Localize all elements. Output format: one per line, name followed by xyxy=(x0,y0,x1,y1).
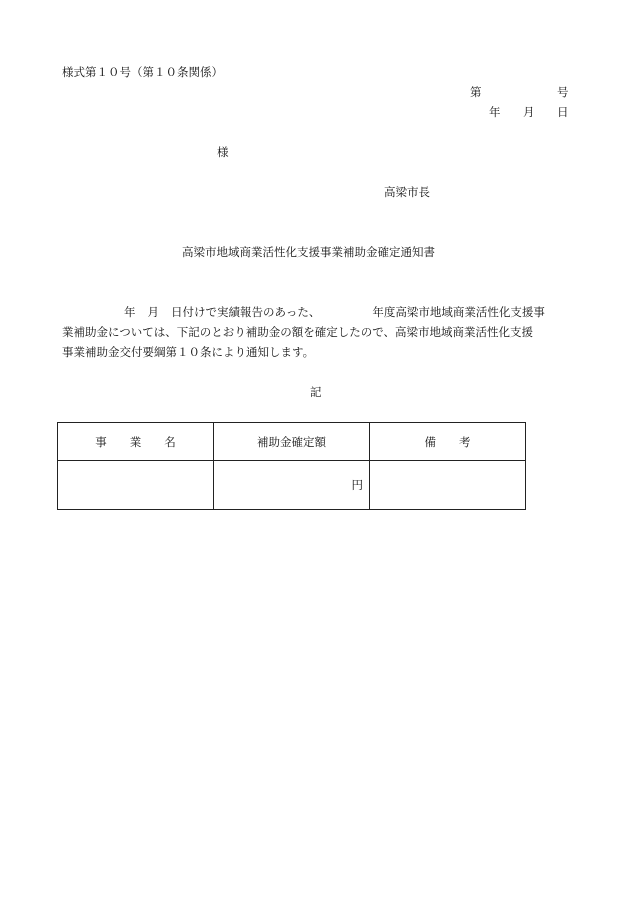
form-number-label: 様式第１０号（第１０条関係） xyxy=(62,65,223,79)
body-line-2: 業補助金については、下記のとおり補助金の額を確定したので、高梁市地域商業活性化支援 xyxy=(62,325,534,339)
addressee-honorific: 様 xyxy=(217,145,229,159)
cell-remarks xyxy=(370,461,526,510)
date-month-label: 月 xyxy=(523,105,535,119)
table-header-row xyxy=(58,423,526,461)
header-project-name: 事 業 名 xyxy=(58,423,214,461)
document-title: 高梁市地域商業活性化支援事業補助金確定通知書 xyxy=(182,245,435,259)
body-text-b: 年度高梁市地域商業活性化支援事 xyxy=(372,305,545,319)
ki-heading: 記 xyxy=(310,385,322,399)
header-confirmed-amount: 補助金確定額 xyxy=(214,423,370,461)
document-number-suffix: 号 xyxy=(557,85,569,99)
cell-confirmed-amount: 円 xyxy=(214,461,370,510)
issuer-name: 高梁市長 xyxy=(384,185,430,199)
body-month-label: 月 xyxy=(147,305,159,319)
body-line-1 xyxy=(62,307,568,319)
table-row xyxy=(58,461,526,510)
body-year-label: 年 xyxy=(124,305,136,319)
date-day-label: 日 xyxy=(557,105,569,119)
header-remarks: 備 考 xyxy=(370,423,526,461)
body-text-a: 日付けで実績報告のあった、 xyxy=(171,305,321,319)
cell-project-name xyxy=(58,461,214,510)
body-line-3: 事業補助金交付要綱第１０条により通知します。 xyxy=(62,345,315,359)
date-year-label: 年 xyxy=(489,105,501,119)
document-number-prefix: 第 xyxy=(470,85,482,99)
subsidy-record-table xyxy=(57,422,526,510)
